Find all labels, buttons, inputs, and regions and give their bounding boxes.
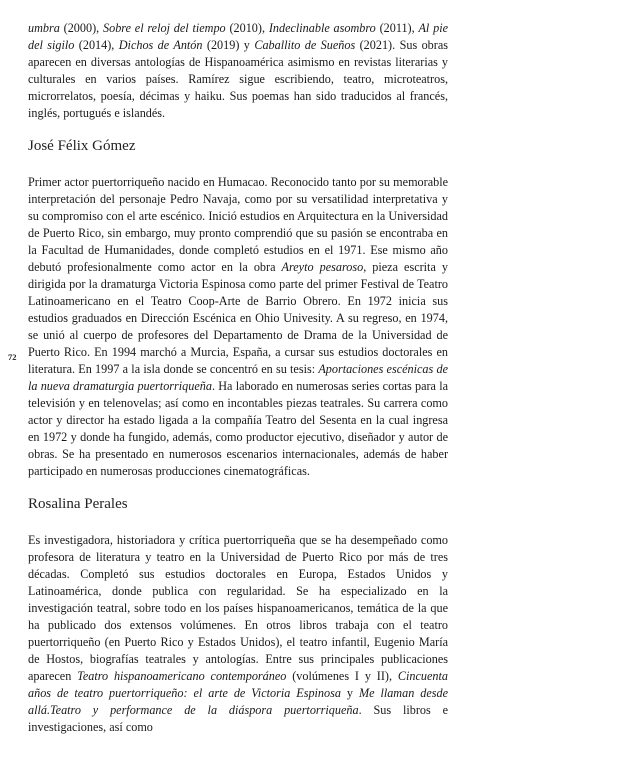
text-segment: (2019) y [202, 38, 255, 52]
intro-paragraph [28, 20, 448, 122]
text-segment: . Sus libros e investigaciones, así como [28, 703, 448, 734]
text-segment: (2010), [225, 21, 269, 35]
text-segment: Es investigadora, historiadora y crítica puertorriqueña que se ha desempeñado como profesora de literatura y teatro en la Universidad de Puerto Rico por más de tres décadas. Completó sus estudios doctorales en Europa, Estados Unidos y Latinoamérica, donde publica con regularidad. Se ha especializado en la investigación teatral, sobre todo en los países hispanoamericanos, temática de la que ha publicado dos extensos volúmenes. En otros libros trabaja con el teatro puertorriqueño (en Puerto Rico y Estados Unidos), el teatro infantil, Eugenio María de Hostos, biografías teatrales y antologías. Entre sus principales publicaciones aparecen [28, 533, 448, 683]
bio-paragraph-rosalina-perales [28, 532, 448, 736]
text-segment: (2014), [74, 38, 119, 52]
text-segment: y [340, 686, 359, 700]
italic-title-segment: Cincuenta años de teatro puertorriqueño: el arte de Victoria Espinosa [28, 669, 448, 700]
page-number: 72 [8, 352, 17, 362]
italic-title-segment: Areyto pesaroso [281, 260, 364, 274]
italic-title-segment: Aportaciones escénicas de la nueva dramaturgia puertorriqueña [28, 362, 448, 393]
bio-paragraph-jose-felix-gomez [28, 174, 448, 480]
text-segment: (2011), [375, 21, 419, 35]
italic-title-segment: Caballito de Sueños [254, 38, 356, 52]
italic-title-segment: Me llaman desde allá.Teatro y performance de la diáspora puertorriqueña [28, 686, 448, 717]
text-segment: , pieza escrita y dirigida por la dramaturga Victoria Espinosa como parte del primer Festival de Teatro Latinoamericano en el Teatro Coop-Arte de Barrio Obrero. En 1972 inicia sus estudios graduados en Dirección Escénica en Ohio Univesity. A su regreso, en 1974, se unió al cuerpo de profesores del Departamento de Drama de la Universidad de Puerto Rico. En 1994 marchó a Murcia, España, a cursar sus estudios doctorales en literatura. En 1997 a la isla donde se concentró en su tesis: [28, 260, 448, 376]
text-segment: (2021). Sus obras aparecen en diversas antologías de Hispanoamérica asimismo en revistas literarias y culturales en varios países. Ramírez sigue escribiendo, teatro, microteatros, microrrelatos, poesía, décimas y haiku. Sus poemas han sido traducidos al francés, inglés, portugués e islandés. [28, 38, 448, 120]
italic-title-segment: Teatro hispanoamericano contemporáneo [77, 669, 287, 683]
italic-title-segment: Dichos de Antón [118, 38, 203, 52]
section-heading-rosalina-perales: Rosalina Perales [28, 496, 128, 512]
page-body [28, 20, 448, 736]
italic-title-segment: umbra [28, 21, 60, 35]
text-segment: (2000), [59, 21, 103, 35]
italic-title-segment: Al pie del sigilo [28, 21, 449, 52]
italic-title-segment: Indeclinable asombro [268, 21, 376, 35]
italic-title-segment: Sobre el reloj del tiempo [103, 21, 226, 35]
text-segment: . Ha laborado en numerosas series cortas para la televisión y en telenovelas; así como en incontables piezas teatrales. Su carrera como actor y director ha estado ligada a la compañía Teatro del Sesenta en la cual ingresa en 1972 y donde ha fungido, además, como productor ejecutivo, diseñador y autor de obras. Se ha presentado en numerosos escenarios internacionales, además de haber participado en numerosas producciones cinematográficas. [28, 379, 449, 478]
text-segment: Primer actor puertorriqueño nacido en Humacao. Reconocido tanto por su memorable interpretación del personaje Pedro Navaja, como por su versatilidad interpretativa y su compromiso con el arte escénico. Inició estudios en Arquitectura en la Universidad de Puerto Rico, sin embargo, muy pronto comprendió que su pasión se encontraba en la Facultad de Humanidades, donde completó estudios en el 1971. Ese mismo año debutó profesionalmente como actor en la obra [28, 175, 448, 274]
text-segment: (volúmenes I y II), [286, 669, 398, 683]
section-heading-jose-felix-gomez: José Félix Gómez [28, 138, 136, 154]
